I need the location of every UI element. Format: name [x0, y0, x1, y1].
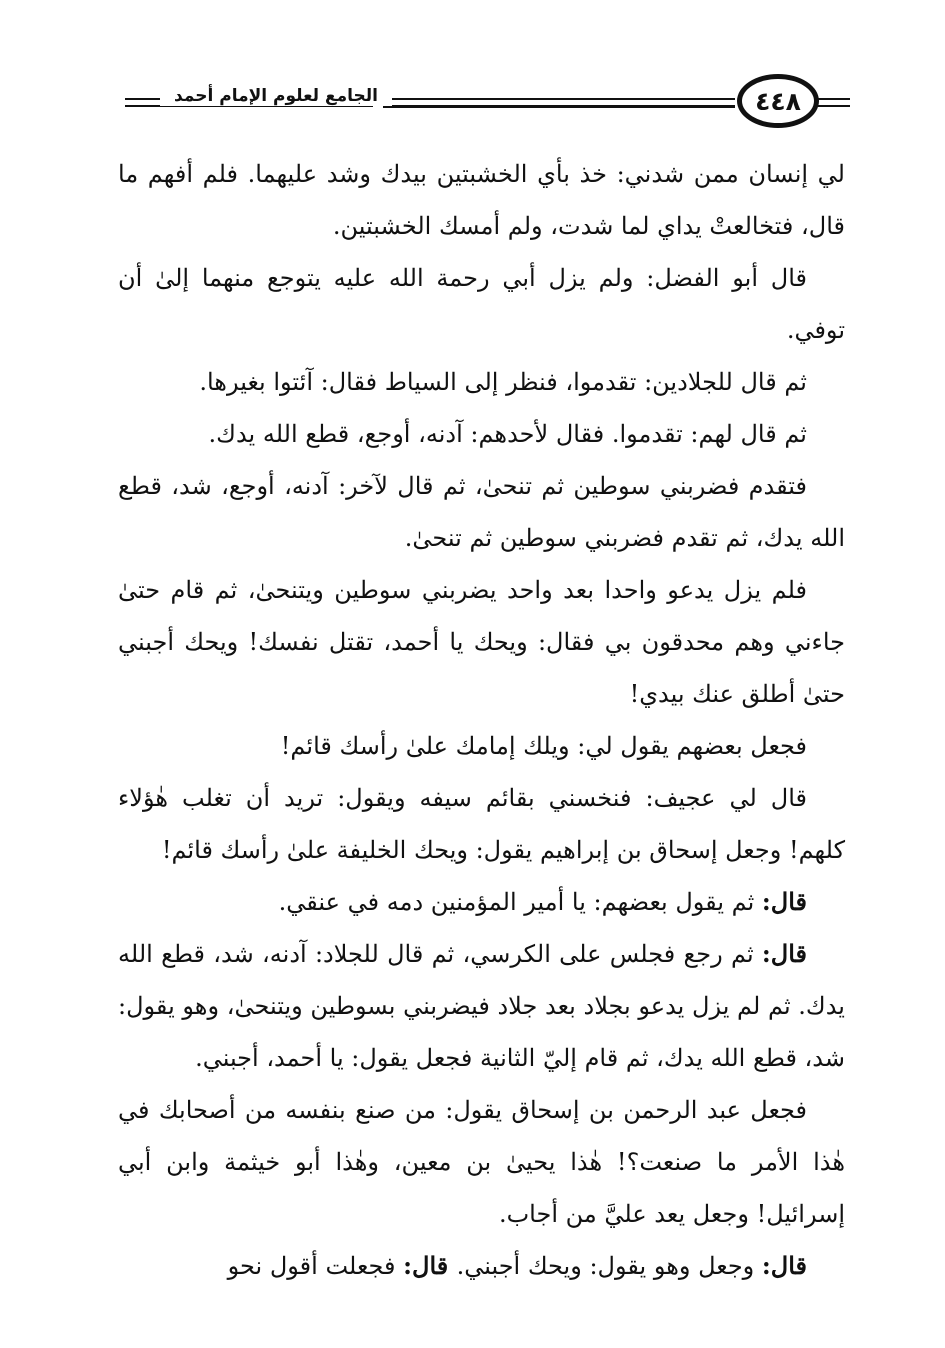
header-rule	[818, 98, 850, 100]
paragraph	[118, 1084, 845, 1240]
paragraph-text: قال لي عجيف: فنخسني بقائم سيفه ويقول: تريد أن تغلب هٰؤلاء كلهم! وجعل إسحاق بن إبراهيم يقول: ويحك الخليفة علىٰ رأسك قائم!	[118, 784, 845, 864]
speaker-lead: قال:	[761, 1251, 807, 1280]
paragraph	[118, 1240, 845, 1292]
paragraph	[118, 720, 845, 772]
paragraph-text: قال أبو الفضل: ولم يزل أبي رحمة الله عليه يتوجع منهما إلىٰ أن توفي.	[118, 264, 845, 344]
paragraph	[118, 252, 845, 356]
page-number-badge	[737, 74, 819, 128]
paragraph-text: ثم قال للجلادين: تقدموا، فنظر إلى السياط فقال: آئتوا بغيرها.	[199, 368, 807, 396]
paragraph	[118, 408, 845, 460]
paragraph	[118, 148, 845, 252]
paragraph-text: فلم يزل يدعو واحدا بعد واحد يضربني سوطين ويتنحىٰ، ثم قام حتىٰ جاءني وهم محدقون بي فقال: ويحك يا أحمد، تقتل نفسك! ويحك أجبني حتىٰ أطلق عنك بيدي!	[118, 576, 845, 708]
paragraph	[118, 564, 845, 720]
paragraph-text: وجعل وهو يقول: ويحك أجبني.	[456, 1252, 762, 1280]
paragraph-text: ثم يقول بعضهم: يا أمير المؤمنين دمه في عنقي.	[278, 888, 762, 916]
header-rule	[818, 105, 850, 107]
page-number: ٤٤٨	[755, 86, 801, 116]
paragraph	[118, 928, 845, 1084]
paragraph-text: فجعل بعضهم يقول لي: ويلك إمامك علىٰ رأسك قائم!	[280, 732, 807, 760]
paragraph-text: ثم رجع فجلس على الكرسي، ثم قال للجلاد: آدنه، شد، قطع الله يدك. ثم لم يزل يدعو بجلاد بعد جلاد فيضربني بسوطين ويتنحىٰ، وهو يقول: شد، قطع الله يدك، ثم قام إليّ الثانية فجعل يقول: يا أحمد، أجبني.	[118, 940, 845, 1072]
paragraph	[118, 876, 845, 928]
speaker-lead: قال:	[761, 939, 807, 968]
paragraph-text: فجعل عبد الرحمن بن إسحاق يقول: من صنع بنفسه من أصحابك في هٰذا الأمر ما صنعت؟! هٰذا يحيىٰ بن معين، وهٰذا أبو خيثمة وابن أبي إسرائيل! وجعل يعد عليَّ من أجاب.	[118, 1096, 845, 1228]
header-rule	[383, 98, 735, 100]
speaker-lead: قال:	[403, 1251, 457, 1280]
header-rule	[383, 105, 735, 108]
paragraph-text: فتقدم فضربني سوطين ثم تنحىٰ، ثم قال لآخر: آدنه، أوجع، شد، قطع الله يدك، ثم تقدم فضربني سوطين ثم تنحىٰ.	[118, 472, 845, 552]
paragraph	[118, 356, 845, 408]
paragraph-text: فجعلت أقول نحو	[227, 1252, 404, 1280]
paragraph-text: ثم قال لهم: تقدموا. فقال لأحدهم: آدنه، أوجع، قطع الله يدك.	[208, 420, 807, 448]
body-text	[118, 148, 845, 1292]
running-title: الجامع لعلوم الإمام أحمد	[160, 86, 392, 106]
paragraph	[118, 460, 845, 564]
speaker-lead: قال:	[761, 887, 807, 916]
paragraph-text: لي إنسان ممن شدني: خذ بأي الخشبتين بيدك وشد عليهما. فلم أفهم ما قال، فتخالعتْ يداي لما شدت، ولم أمسك الخشبتين.	[118, 160, 845, 240]
paragraph	[118, 772, 845, 876]
